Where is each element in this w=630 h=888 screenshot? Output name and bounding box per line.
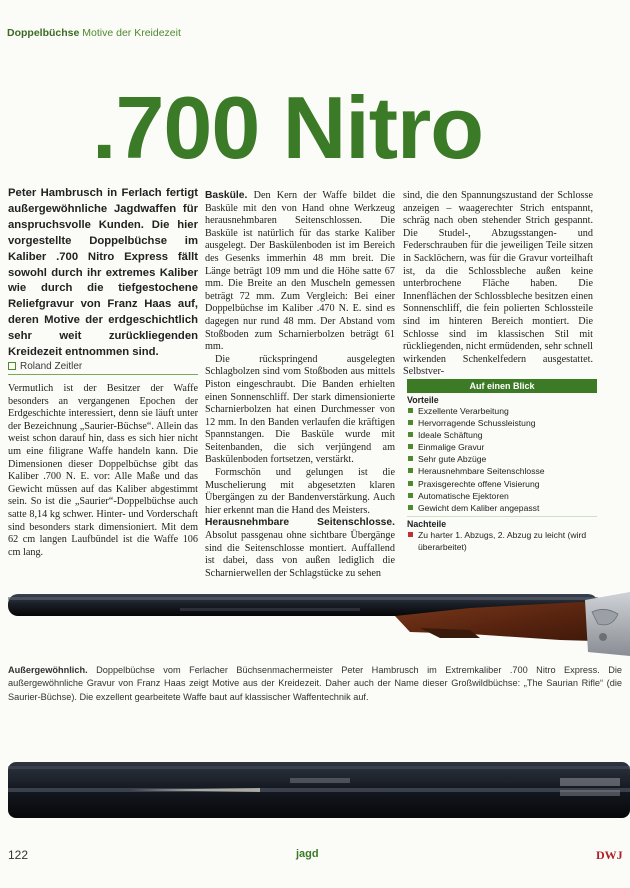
- rifle-photo-side: [0, 572, 630, 662]
- article-intro: Peter Hambrusch in Ferlach fertigt außergewöhnliche Jagdwaffen für anspruchsvolle Kunden. Die hier vorgestellte Doppelbüchse im Kaliber .700 Nitro Express fällt sowohl durch ihr extremes Kaliber wie durch die tiefgestochene Reliefgravur von Franz Haas auf, deren Motive der erdgeschichtlich sehr weit zurückliegenden Kreidezeit entnommen sind.: [8, 187, 198, 359]
- text-column-1: [8, 383, 198, 559]
- pros-item: Sehr gute Abzüge: [407, 453, 597, 465]
- column-2-paragraph-3: Formschön und gelungen ist die Muschelierung mit abgesetzten klaren Übergängen zu der Bandenverstärkung. Auch hier erkennt man die Hand des Meisters.: [205, 467, 395, 516]
- rifle-photo-top: [0, 744, 630, 834]
- pros-item: Hervorragende Schussleistung: [407, 417, 597, 429]
- section-label: Doppelbüchse: [7, 27, 80, 39]
- bullet-icon: [408, 481, 413, 486]
- pros-item: Exzellente Verarbeitung: [407, 405, 597, 417]
- text-column-2: [205, 190, 395, 580]
- section-subtitle: Motive der Kreidezeit: [82, 27, 181, 39]
- page-number: 122: [8, 848, 29, 862]
- pros-item: Herausnehmbare Seitenschlosse: [407, 465, 597, 477]
- pros-label: Vorteile: [407, 395, 439, 405]
- text-column-3: [403, 190, 593, 379]
- column-2-paragraph-1: Basküle. Den Kern der Waffe bildet die Basküle mit den von Hand ohne Werkzeug herausnehmbaren Seitenschlossen. Die Basküle ist natürlich für das starke Kaliber ausgelegt. Der Baskülenboden ist im Bereich des Gesenks immerhin 48 mm breit. Die Länge beträgt 109 mm und die Höhe satte 67 mm. Die Breite an den Muscheln gemessen beträgt 72 mm. Zum Vergleich: Bei einer Doppelbüchse im Kaliber .470 N. E. sind es dagegen nur rund 48 mm. Der Abstand vom Stoßboden zum Scharnierbolzen beträgt 61 mm.: [205, 190, 395, 353]
- subhead-seitenschlosse: Herausnehmbare Seitenschlosse.: [205, 517, 395, 529]
- caption-text: Doppelbüchse vom Ferlacher Büchsenmachermeister Peter Hambrusch im Extremkaliber .700 Nitro Express. Die außergewöhnliche Gravur von Franz Haas zeigt Motive aus der Kreidezeit. Daher auch der Name dieser Großwildbüchse: „The Saurian Rifle“ (die Saurier-Büchse). Die exzellent gearbeitete Waffe baut auf klassischer Waffentechnik auf.: [8, 665, 622, 702]
- pros-item: Ideale Schäftung: [407, 429, 597, 441]
- footer-section: jagd: [296, 848, 319, 860]
- info-box: [407, 379, 597, 553]
- bullet-icon: [408, 493, 413, 498]
- magazine-logo: DWJ: [596, 848, 623, 862]
- info-box-separator: [407, 516, 597, 517]
- cons-item: Zu harter 1. Abzugs, 2. Abzug zu leicht (wird überarbeitet): [407, 529, 597, 553]
- section-header: [7, 27, 181, 39]
- pros-list: [407, 405, 597, 514]
- cons-label: Nachteile: [407, 518, 447, 529]
- bullet-icon: [408, 456, 413, 461]
- pros-item: Automatische Ejektoren: [407, 490, 597, 502]
- pros-item: Gewicht dem Kaliber angepasst: [407, 502, 597, 514]
- column-2-paragraph-2: Die rückspringend ausgelegten Schlagbolzen sind vom Stoßboden aus mittels Piston eingeschraubt. Die Banden erhielten einen Sonnenschliff. Der stark dimensionierte Scharnierbolzen hat einen Durchmesser von 12 mm. In den Banden verlaufen die kräftigen Spannstangen. Die Basküle wurde mit Seitenbanden, die sich verjüngend am Baskülenboden fortsetzen, verstärkt.: [205, 353, 395, 466]
- author-byline: [8, 361, 198, 375]
- byline-square-icon: [8, 362, 16, 370]
- info-box-title: Auf einen Blick: [407, 379, 597, 393]
- pros-item: Einmalige Gravur: [407, 441, 597, 453]
- bullet-icon: [408, 505, 413, 510]
- bullet-icon: [408, 432, 413, 437]
- column-1-paragraph: Vermutlich ist der Besitzer der Waffe besonders an vergangenen Epochen der Erdgeschichte interessiert, denn sie läuft unter der Bezeichnung „Saurier-Büchse“. Allein das weist schon darauf hin, dass es sich hier nicht um eine filigrane Waffe handeln kann. Die Dimensionen dieser Doppelbüchse gibt das Kaliber .700 N. E. vor: Alle Maße und das Gewicht müssen auf das Kaliber abgestimmt sein. So ist die „Saurier“-Doppelbüchse auch satte 8,14 kg schwer. Hinter- und Vorderschaft sind besonders stark dimensioniert. Mit dem 62 cm langen Laufbündel ist die Waffe 106 cm lang.: [8, 383, 198, 558]
- caption-label: Außergewöhnlich.: [8, 665, 88, 675]
- column-3-paragraph: sind, die den Spannungszustand der Schlosse anzeigen – waagerechter Strich entspannt, schräg nach oben stehender Strich gespannt. Die Studel-, Abzugsstangen- und Federschrauben für die jeweiligen Teile sitzen in Sacklöchern, was für die Gravur vorteilhaft ist, da die Schlossbleche außen keine unterbrochene Fläche haben. Die Innenflächen der Schlossbleche besitzen einen Sonnenschliff, die fein polierten Schlossteile sind im hinteren Bereich montiert. Die Schlosse sind im klassischen Stil mit rückliegenden, nicht ermüdenden, sehr schnell wirkenden Schenkelfedern ausgestattet. Selbstver-: [403, 190, 593, 378]
- subhead-baskuele: Basküle.: [205, 190, 248, 201]
- bullet-icon: [408, 408, 413, 413]
- cons-list: [407, 529, 597, 553]
- column-2-paragraph-4: Herausnehmbare Seitenschlosse. Absolut passgenau ohne sichtbare Übergänge sind die Seitenschlosse montiert. Auffallend ist dabei, dass von außen lediglich die Scharnierwellen der Schlagstücke zu sehen: [205, 517, 395, 579]
- pros-item: Praxisgerechte offene Visierung: [407, 478, 597, 490]
- photo-caption: [8, 664, 622, 704]
- bullet-icon: [408, 468, 413, 473]
- author-name: Roland Zeitler: [20, 361, 83, 372]
- bullet-icon: [408, 444, 413, 449]
- bullet-icon: [408, 532, 413, 537]
- article-title: .700 Nitro: [92, 78, 484, 177]
- bullet-icon: [408, 420, 413, 425]
